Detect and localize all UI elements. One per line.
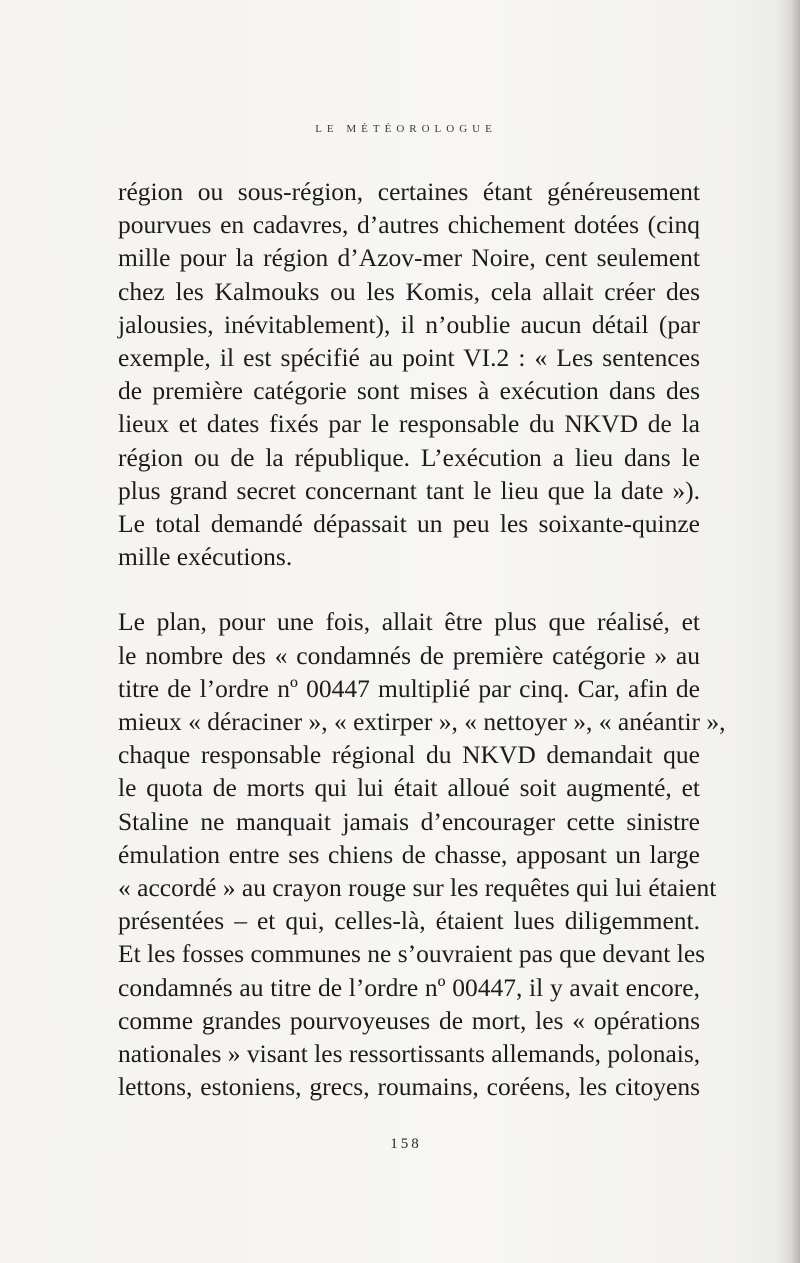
running-head: LE MÉTÉOROLOGUE (315, 123, 497, 135)
paragraph-1 (118, 175, 700, 573)
text-line: mille exécutions. (118, 542, 293, 572)
text-line: plus grand secret concernant tant le lieu que la date »). (118, 475, 700, 505)
text-line: Le plan, pour une fois, allait être plus que réalisé, et (118, 607, 700, 637)
text-line: jalousies, inévitablement), il n’oublie aucun détail (par (118, 309, 700, 339)
text-line: lettons, estoniens, grecs, roumains, coréens, les citoyens (118, 1072, 700, 1102)
text-line: région ou de la république. L’exécution a lieu dans le (118, 442, 700, 472)
text-line: pourvues en cadavres, d’autres chichement dotées (cinq (118, 210, 700, 240)
text-line: chaque responsable régional du NKVD demandait que (118, 740, 700, 770)
text-line: de première catégorie sont mises à exécution dans des (118, 376, 700, 406)
text-line: Le total demandé dépassait un peu les soixante-quinze (118, 509, 700, 539)
body-text (118, 175, 726, 1103)
paragraph-2 (118, 605, 726, 1103)
text-line: région ou sous-région, certaines étant généreusement (118, 177, 700, 206)
page-number: 158 (390, 1136, 422, 1152)
paragraph-gap (118, 573, 700, 605)
text-line: présentées – et qui, celles-là, étaient lues diligemment. (118, 906, 700, 936)
text-line: mille pour la région d’Azov-mer Noire, cent seulement (118, 243, 700, 273)
text-line: condamnés au titre de l’ordre nº 00447, il y avait encore, (118, 972, 700, 1002)
text-line: le quota de morts qui lui était alloué soit augmenté, et (118, 773, 700, 803)
text-line: comme grandes pourvoyeuses de mort, les « opérations (118, 1005, 700, 1035)
text-line: chez les Kalmouks ou les Komis, cela allait créer des (118, 276, 700, 306)
page-edge-shadow (778, 0, 800, 1263)
text-line: le nombre des « condamnés de première catégorie » au (118, 640, 700, 670)
text-line: mieux « déraciner », « extirper », « nettoyer », « anéantir », (118, 707, 726, 737)
text-line: titre de l’ordre nº 00447 multiplié par cinq. Car, afin de (118, 673, 700, 703)
text-line: « accordé » au crayon rouge sur les requêtes qui lui étaient (118, 873, 717, 903)
text-line: nationales » visant les ressortissants allemands, polonais, (118, 1039, 701, 1069)
text-line: émulation entre ses chiens de chasse, apposant un large (118, 839, 700, 869)
text-line: lieux et dates fixés par le responsable du NKVD de la (118, 409, 700, 439)
text-line: Staline ne manquait jamais d’encourager cette sinistre (118, 806, 700, 836)
text-line: exemple, il est spécifié au point VI.2 : « Les sentences (118, 343, 700, 373)
text-line: Et les fosses communes ne s’ouvraient pas que devant les (118, 939, 706, 969)
